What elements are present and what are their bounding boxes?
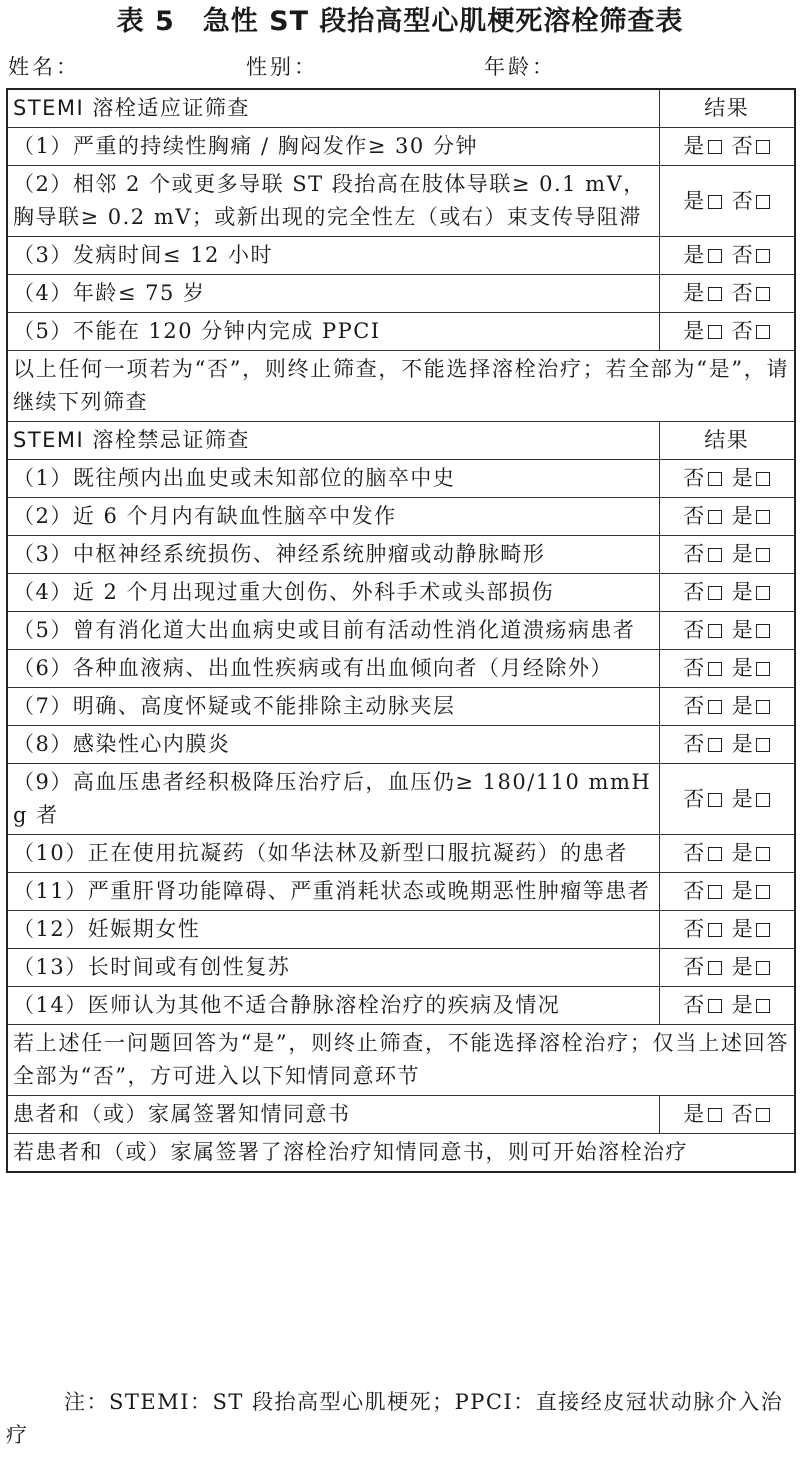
result-option [683, 728, 722, 761]
checkbox[interactable] [756, 548, 770, 562]
contraindication-result-cell [659, 650, 795, 688]
checkbox[interactable] [708, 700, 722, 714]
checkbox[interactable] [708, 249, 722, 263]
consent-note: 若患者和（或）家属签署了溶栓治疗知情同意书，则可开始溶栓治疗 [7, 1134, 795, 1173]
checkbox[interactable] [708, 847, 722, 861]
contraindication-item-text: （14）医师认为其他不适合静脉溶栓治疗的疾病及情况 [7, 987, 659, 1025]
result-option [683, 614, 722, 647]
option-label: 是 [731, 732, 755, 756]
name-label: 姓名： [8, 55, 80, 79]
option-label: 是 [731, 580, 755, 604]
result-option [683, 783, 722, 816]
option-label: 是 [683, 1102, 706, 1126]
indication-note: 以上任何一项若为“否”，则终止筛查，不能选择溶栓治疗；若全部为“是”，请继续下列筛查 [7, 351, 795, 422]
option-label: 是 [731, 694, 755, 718]
contraindication-item-row [7, 688, 795, 726]
option-label: 否 [683, 580, 706, 604]
result-option [732, 652, 771, 685]
option-label: 否 [683, 917, 706, 941]
contraindication-result-cell [659, 987, 795, 1025]
contraindication-result-cell [659, 949, 795, 987]
contraindication-result-cell [659, 612, 795, 650]
result-option [683, 130, 722, 163]
contraindication-result-cell [659, 460, 795, 498]
checkbox[interactable] [756, 700, 770, 714]
screening-table [6, 88, 796, 1173]
checkbox[interactable] [756, 847, 770, 861]
contraindication-result-cell [659, 688, 795, 726]
result-option [732, 989, 771, 1022]
contraindication-result-header: 结果 [659, 422, 795, 460]
checkbox[interactable] [756, 961, 770, 975]
screening-table-body [7, 89, 795, 1172]
checkbox[interactable] [756, 999, 770, 1013]
contraindication-item-text: （5）曾有消化道大出血病史或目前有活动性消化道溃疡病患者 [7, 612, 659, 650]
checkbox[interactable] [756, 140, 770, 154]
result-option [732, 913, 771, 946]
indication-item-text: （3）发病时间≤ 12 小时 [7, 237, 659, 275]
checkbox[interactable] [756, 1108, 770, 1122]
result-option [683, 951, 722, 984]
result-option [732, 1098, 771, 1131]
result-option [732, 690, 771, 723]
contraindication-item-text: （7）明确、高度怀疑或不能排除主动脉夹层 [7, 688, 659, 726]
option-label: 是 [683, 281, 706, 305]
result-option [683, 239, 722, 272]
result-option [732, 239, 771, 272]
option-label: 是 [731, 955, 755, 979]
result-option [683, 462, 722, 495]
result-option [683, 913, 722, 946]
contraindication-item-row [7, 498, 795, 536]
checkbox[interactable] [708, 624, 722, 638]
indication-note-row [7, 351, 795, 422]
checkbox[interactable] [708, 472, 722, 486]
consent-row [7, 1096, 795, 1134]
indication-result-header: 结果 [659, 89, 795, 128]
checkbox[interactable] [756, 510, 770, 524]
indication-header-row [7, 89, 795, 128]
contraindication-item-text: （1）既往颅内出血史或未知部位的脑卒中史 [7, 460, 659, 498]
checkbox[interactable] [708, 885, 722, 899]
option-label: 否 [683, 656, 706, 680]
option-label: 否 [683, 786, 706, 811]
contraindication-header-row [7, 422, 795, 460]
checkbox[interactable] [756, 472, 770, 486]
contraindication-result-cell [659, 764, 795, 835]
result-option [732, 837, 771, 870]
contraindication-item-text: （3）中枢神经系统损伤、神经系统肿瘤或动静脉畸形 [7, 536, 659, 574]
table-title: 表 5 急性 ST 段抬高型心肌梗死溶栓筛查表 [116, 6, 684, 37]
result-option [683, 277, 722, 310]
indication-item-text: （5）不能在 120 分钟内完成 PPCI [7, 313, 659, 351]
option-label: 是 [731, 618, 755, 642]
checkbox[interactable] [756, 793, 770, 807]
checkbox[interactable] [708, 548, 722, 562]
result-option [683, 500, 722, 533]
indication-item-text: （2）相邻 2 个或更多导联 ST 段抬高在肢体导联≥ 0.1 mV，胸导联≥ 0.2 mV；或新出现的完全性左（或右）束支传导阻滞 [7, 166, 659, 237]
indication-result-cell [659, 166, 795, 237]
contraindication-result-cell [659, 536, 795, 574]
checkbox[interactable] [708, 325, 722, 339]
contraindication-result-cell [659, 873, 795, 911]
contraindication-item-text: （13）长时间或有创性复苏 [7, 949, 659, 987]
result-option [732, 538, 771, 571]
consent-result-cell [659, 1096, 795, 1134]
indication-result-cell [659, 237, 795, 275]
option-label: 是 [683, 243, 706, 267]
result-option [732, 500, 771, 533]
checkbox[interactable] [708, 140, 722, 154]
checkbox[interactable] [756, 662, 770, 676]
option-label: 否 [731, 319, 755, 343]
checkbox[interactable] [756, 249, 770, 263]
option-label: 否 [731, 134, 755, 158]
result-option [732, 130, 771, 163]
result-option [683, 538, 722, 571]
checkbox[interactable] [708, 195, 722, 209]
contraindication-item-row [7, 460, 795, 498]
option-label: 是 [731, 542, 755, 566]
option-label: 否 [683, 618, 706, 642]
checkbox[interactable] [708, 662, 722, 676]
result-option [732, 783, 771, 816]
result-option [683, 989, 722, 1022]
result-option [732, 951, 771, 984]
contraindication-item-text: （8）感染性心内膜炎 [7, 726, 659, 764]
option-label: 是 [683, 134, 706, 158]
contraindication-item-row [7, 764, 795, 835]
option-label: 是 [683, 319, 706, 343]
checkbox[interactable] [708, 510, 722, 524]
option-label: 是 [731, 841, 755, 865]
option-label: 否 [683, 466, 706, 490]
result-option [683, 652, 722, 685]
indication-result-cell [659, 128, 795, 166]
result-option [683, 185, 722, 218]
result-option [732, 875, 771, 908]
contraindication-result-cell [659, 498, 795, 536]
option-label: 否 [683, 732, 706, 756]
checkbox[interactable] [756, 923, 770, 937]
checkbox[interactable] [708, 287, 722, 301]
option-label: 是 [731, 993, 755, 1017]
checkbox[interactable] [756, 325, 770, 339]
indication-item-row [7, 237, 795, 275]
option-label: 是 [683, 188, 706, 213]
result-option [732, 277, 771, 310]
indication-item-text: （4）年龄≤ 75 岁 [7, 275, 659, 313]
checkbox[interactable] [756, 885, 770, 899]
result-option [683, 837, 722, 870]
indication-item-row [7, 275, 795, 313]
contraindication-header: STEMI 溶栓禁忌证筛查 [7, 422, 659, 460]
contraindication-item-text: （11）严重肝肾功能障碍、严重消耗状态或晚期恶性肿瘤等患者 [7, 873, 659, 911]
footnote: 注：STEMI：ST 段抬高型心肌梗死；PPCI：直接经皮冠状动脉介入治疗 [6, 1390, 784, 1447]
contraindication-item-row [7, 612, 795, 650]
result-option [683, 690, 722, 723]
option-label: 是 [731, 917, 755, 941]
contraindication-item-text: （9）高血压患者经积极降压治疗后，血压仍≥ 180/110 mmHg 者 [7, 764, 659, 835]
contraindication-item-text: （2）近 6 个月内有缺血性脑卒中发作 [7, 498, 659, 536]
age-label: 年龄： [484, 55, 556, 79]
result-option [732, 315, 771, 348]
option-label: 否 [731, 1102, 755, 1126]
contraindication-result-cell [659, 574, 795, 612]
result-option [683, 315, 722, 348]
contraindication-note: 若上述任一问题回答为“是”，则终止筛查，不能选择溶栓治疗；仅当上述回答全部为“否”，方可进入以下知情同意环节 [7, 1025, 795, 1096]
indication-item-row [7, 166, 795, 237]
option-label: 是 [731, 504, 755, 528]
contraindication-item-row [7, 949, 795, 987]
contraindication-note-row [7, 1025, 795, 1096]
option-label: 否 [731, 281, 755, 305]
checkbox[interactable] [756, 195, 770, 209]
checkbox[interactable] [756, 624, 770, 638]
contraindication-item-row [7, 835, 795, 873]
result-option [732, 728, 771, 761]
indication-item-text: （1）严重的持续性胸痛 / 胸闷发作≥ 30 分钟 [7, 128, 659, 166]
contraindication-result-cell [659, 835, 795, 873]
checkbox[interactable] [708, 793, 722, 807]
option-label: 否 [683, 841, 706, 865]
indication-result-cell [659, 313, 795, 351]
contraindication-result-cell [659, 911, 795, 949]
indication-result-cell [659, 275, 795, 313]
result-option [732, 185, 771, 218]
contraindication-item-row [7, 650, 795, 688]
result-option [683, 576, 722, 609]
contraindication-result-cell [659, 726, 795, 764]
checkbox[interactable] [708, 1108, 722, 1122]
option-label: 是 [731, 656, 755, 680]
option-label: 否 [683, 694, 706, 718]
result-option [683, 1098, 722, 1131]
contraindication-item-row [7, 726, 795, 764]
checkbox[interactable] [708, 923, 722, 937]
option-label: 否 [683, 993, 706, 1017]
contraindication-item-row [7, 574, 795, 612]
checkbox[interactable] [708, 961, 722, 975]
result-option [732, 462, 771, 495]
contraindication-item-row [7, 536, 795, 574]
checkbox[interactable] [756, 586, 770, 600]
option-label: 否 [683, 504, 706, 528]
contraindication-item-text: （10）正在使用抗凝药（如华法林及新型口服抗凝药）的患者 [7, 835, 659, 873]
contraindication-item-text: （4）近 2 个月出现过重大创伤、外科手术或头部损伤 [7, 574, 659, 612]
contraindication-item-text: （6）各种血液病、出血性疾病或有出血倾向者（月经除外） [7, 650, 659, 688]
result-option [683, 875, 722, 908]
consent-label: 患者和（或）家属签署知情同意书 [7, 1096, 659, 1134]
contraindication-item-row [7, 987, 795, 1025]
checkbox[interactable] [756, 287, 770, 301]
option-label: 否 [731, 243, 755, 267]
option-label: 否 [683, 955, 706, 979]
indication-header: STEMI 溶栓适应证筛查 [7, 89, 659, 128]
option-label: 是 [731, 466, 755, 490]
option-label: 是 [731, 879, 755, 903]
checkbox[interactable] [708, 738, 722, 752]
indication-item-row [7, 313, 795, 351]
option-label: 是 [731, 786, 755, 811]
option-label: 否 [683, 879, 706, 903]
option-label: 否 [731, 188, 755, 213]
gender-label: 性别： [246, 55, 318, 79]
checkbox[interactable] [708, 999, 722, 1013]
consent-note-row [7, 1134, 795, 1173]
contraindication-item-row [7, 873, 795, 911]
option-label: 否 [683, 542, 706, 566]
indication-item-row [7, 128, 795, 166]
checkbox[interactable] [708, 586, 722, 600]
contraindication-item-row [7, 911, 795, 949]
checkbox[interactable] [756, 738, 770, 752]
result-option [732, 576, 771, 609]
contraindication-item-text: （12）妊娠期女性 [7, 911, 659, 949]
result-option [732, 614, 771, 647]
